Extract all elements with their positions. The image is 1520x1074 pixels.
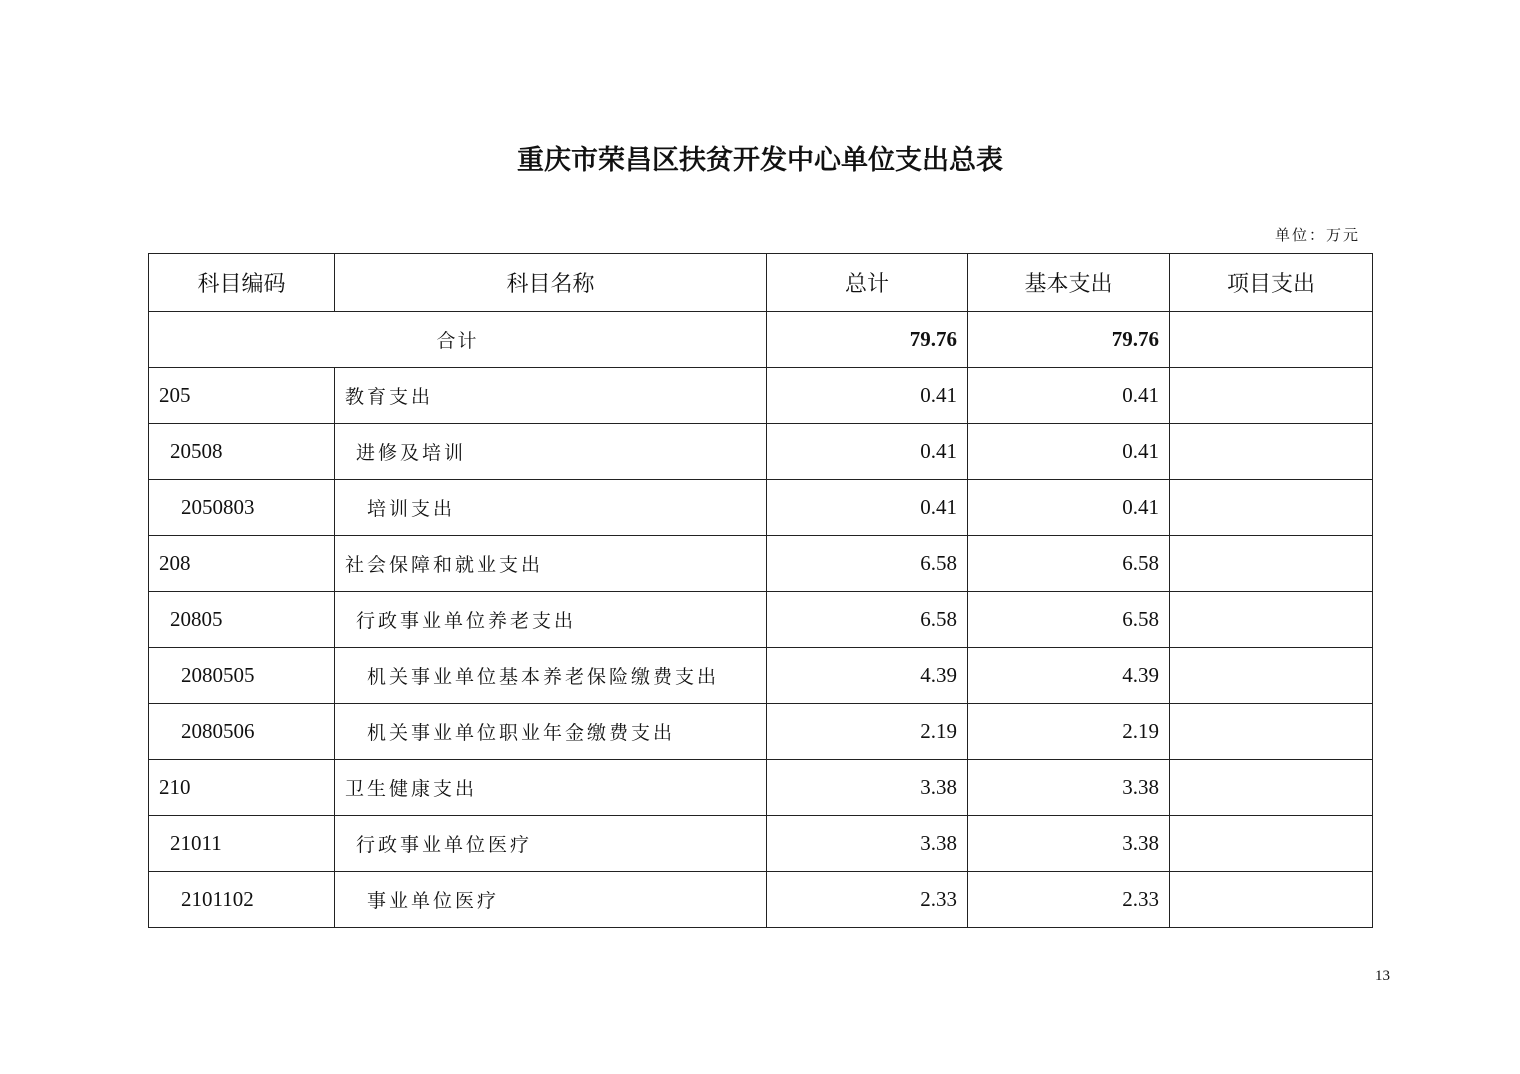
row-total: 6.58 [767,536,968,592]
row-code: 20805 [149,592,335,648]
table-row [149,536,1373,592]
row-code: 210 [149,760,335,816]
page-title: 重庆市荣昌区扶贫开发中心单位支出总表 [517,145,1003,176]
row-project [1170,872,1373,928]
sum-basic: 79.76 [968,312,1170,368]
table-row [149,816,1373,872]
row-project [1170,424,1373,480]
table-row [149,872,1373,928]
row-project [1170,704,1373,760]
row-project [1170,816,1373,872]
row-project [1170,760,1373,816]
row-basic: 2.19 [968,704,1170,760]
row-total: 0.41 [767,368,968,424]
row-basic: 3.38 [968,760,1170,816]
row-project [1170,536,1373,592]
row-code: 208 [149,536,335,592]
table-row [149,760,1373,816]
row-basic: 2.33 [968,872,1170,928]
table-row [149,424,1373,480]
row-basic: 6.58 [968,592,1170,648]
table-row [149,704,1373,760]
table-row [149,480,1373,536]
row-code: 2080505 [149,648,335,704]
expense-summary-table [148,253,1373,928]
row-name: 进修及培训 [335,424,767,480]
row-total: 3.38 [767,760,968,816]
row-project [1170,480,1373,536]
table-row [149,368,1373,424]
row-code: 2101102 [149,872,335,928]
row-name: 行政事业单位养老支出 [335,592,767,648]
row-name: 卫生健康支出 [335,760,767,816]
row-name: 机关事业单位职业年金缴费支出 [335,704,767,760]
row-total: 0.41 [767,424,968,480]
row-basic: 6.58 [968,536,1170,592]
row-basic: 0.41 [968,424,1170,480]
row-name: 教育支出 [335,368,767,424]
row-total: 6.58 [767,592,968,648]
row-project [1170,592,1373,648]
row-project [1170,648,1373,704]
row-name: 事业单位医疗 [335,872,767,928]
row-basic: 0.41 [968,480,1170,536]
row-name: 机关事业单位基本养老保险缴费支出 [335,648,767,704]
row-total: 0.41 [767,480,968,536]
row-name: 培训支出 [335,480,767,536]
header-basic: 基本支出 [968,254,1170,312]
page-number: 13 [1375,968,1390,984]
header-project: 项目支出 [1170,254,1373,312]
row-code: 2080506 [149,704,335,760]
row-code: 21011 [149,816,335,872]
row-code: 2050803 [149,480,335,536]
row-project [1170,368,1373,424]
unit-label: 单位：万元 [1274,226,1360,244]
table-row [149,592,1373,648]
row-total: 2.33 [767,872,968,928]
row-name: 行政事业单位医疗 [335,816,767,872]
header-code: 科目编码 [149,254,335,312]
row-code: 205 [149,368,335,424]
row-total: 2.19 [767,704,968,760]
row-basic: 0.41 [968,368,1170,424]
sum-row [149,312,1373,368]
table-row [149,648,1373,704]
header-total: 总计 [767,254,968,312]
row-name: 社会保障和就业支出 [335,536,767,592]
header-name: 科目名称 [335,254,767,312]
row-basic: 3.38 [968,816,1170,872]
row-code: 20508 [149,424,335,480]
row-basic: 4.39 [968,648,1170,704]
table-header-row [149,254,1373,312]
row-total: 3.38 [767,816,968,872]
sum-project [1170,312,1373,368]
row-total: 4.39 [767,648,968,704]
sum-label: 合计 [149,312,767,368]
sum-total: 79.76 [767,312,968,368]
